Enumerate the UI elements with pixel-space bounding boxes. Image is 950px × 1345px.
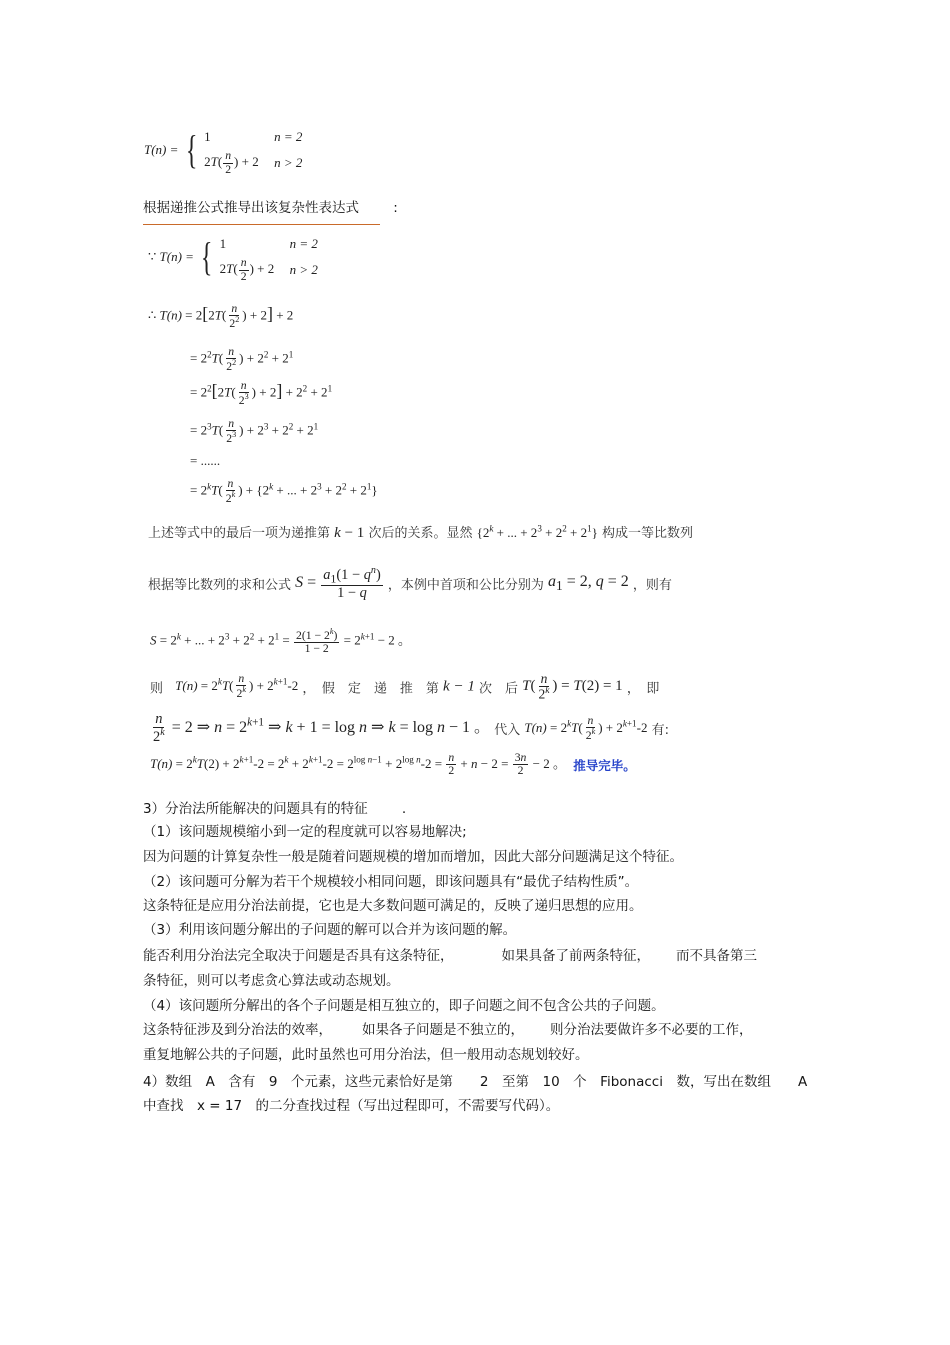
heading-colon: : bbox=[393, 200, 398, 216]
p2: （2）该问题可分解为若干个规模较小相同问题，即该问题具有“最优子结构性质”。 bbox=[143, 874, 639, 890]
case-row-2 bbox=[204, 150, 302, 176]
case-row-2-2: 2T( $\frac{n}{2}$ ) + 2 n > 2 bbox=[219, 256, 318, 283]
p4-explanation-2: 重复地解公共的子问题，此时虽然也可用分治法，但一般用动态规划较好。 bbox=[143, 1047, 589, 1063]
daoru-label: 代入 bbox=[494, 723, 521, 739]
para-last-term-c: 构成一等比数列 bbox=[602, 526, 694, 541]
p4-explanation-1 bbox=[143, 1018, 753, 1038]
recurrence-top bbox=[144, 124, 302, 176]
therefore-symbol: ∴ bbox=[148, 307, 157, 323]
para-sum-c: ，则有 bbox=[632, 578, 672, 594]
para-sum-formula bbox=[148, 566, 672, 601]
log-derivation: $\frac{n}{2^k}$ = 2 ⇒ $n = 2^{k+1}$ ⇒ k + 1 = log n ⇒ k = log n − 1 。 bbox=[153, 711, 491, 745]
assume-formula: T( $\frac{n}{2^k}$ ) = T(2) = 1 bbox=[522, 671, 623, 702]
k-minus-1: k bbox=[334, 525, 341, 541]
substitute-formula: $T(n) = 2^kT$( $\frac{n}{2^k}$ ) + $2^{k+1}-2$ bbox=[524, 713, 648, 742]
p1: （1）该问题规模缩小到一定的程度就可以容易地解决; bbox=[143, 824, 467, 840]
because-lhs: T(n) = bbox=[159, 249, 194, 264]
p3-exp-a: 能否利用分治法完全取决于问题是否具有这条特征， bbox=[143, 948, 454, 964]
q3-dot: . bbox=[401, 801, 407, 817]
recurrence-lhs: T(n) = bbox=[144, 142, 179, 157]
q4-line-1: 4）数组 A 含有 9 个元素，这些元素恰好是第 2 至第 10 个 Fibonacci 数，写出在数组 A bbox=[143, 1074, 808, 1090]
p3-explanation-1 bbox=[143, 944, 757, 964]
case-row-1 bbox=[204, 124, 302, 150]
you-label: 有: bbox=[651, 723, 669, 739]
p3-exp-b: 如果具备了前两条特征， bbox=[501, 948, 650, 964]
q3-title-text: 3）分治法所能解决的问题具有的特征 bbox=[143, 801, 368, 817]
ze-label: 则 bbox=[150, 681, 164, 697]
p3-exp-c: 而不具备第三 bbox=[676, 948, 757, 964]
para-last-term: 上述等式中的最后一项为递推第 k − 1 次后的关系。显然 {$2^k$ + ... + $2^3 + 2^2 + 2^1$} 构成一等比数列 bbox=[148, 523, 694, 541]
expansion-line-k: = $2^kT$( $\frac{n}{2^k}$ ) + {$2^k$ + ... + $2^3 + 2^2 + 2^1$} bbox=[190, 477, 378, 506]
p4-exp-b: 如果各子问题是不独立的， bbox=[362, 1022, 524, 1038]
expansion-line-2: = $2^2[2T$( $\frac{n}{2^3}$ ) + $2] + 2^2 + 2^1$ bbox=[190, 379, 333, 408]
expansion-ellipsis: = ...... bbox=[190, 453, 221, 468]
p4: （4）该问题所分解出的各个子问题是相互独立的，即子问题之间不包含公共的子问题。 bbox=[143, 998, 665, 1014]
p1-explanation: 因为问题的计算复杂性一般是随着问题规模的增加而增加，因此大部分问题满足这个特征。 bbox=[143, 849, 683, 865]
p4-exp-c: 则分治法要做许多不必要的工作， bbox=[550, 1022, 753, 1038]
because-recurrence bbox=[148, 231, 318, 283]
para-last-term-b: 次后的关系。显然 bbox=[368, 526, 473, 541]
case-2-value: 2T( $\frac{n}{2}$ ) + 2 bbox=[204, 149, 259, 176]
heading-derive bbox=[143, 196, 398, 216]
divider-rule bbox=[143, 224, 380, 225]
assume-k: k − 1 bbox=[443, 678, 475, 695]
case-1-value: 1 bbox=[204, 129, 211, 144]
done-label: 推导完毕。 bbox=[573, 757, 636, 773]
case-block-2 bbox=[220, 231, 318, 283]
sum-formula: S = $\frac{a_1(1 - q^n)}{1 - q}$ bbox=[295, 565, 381, 602]
then-formula: $T(n) = 2^kT$( $\frac{n}{2^k}$ ) + $2^{k+1}-2$ bbox=[175, 672, 299, 701]
assume-text: ， 假 定 递 推 第 bbox=[302, 681, 439, 697]
case-2-cond: n > 2 bbox=[274, 155, 303, 170]
brace: { bbox=[185, 127, 198, 172]
para-sum-a: 根据等比数列的求和公式 bbox=[148, 578, 292, 594]
para-last-term-a: 上述等式中的最后一项为递推第 bbox=[148, 526, 331, 541]
because-symbol: ∵ bbox=[148, 249, 157, 264]
case-block bbox=[204, 124, 302, 176]
q4-line-2: 中查找 x = 17 的二分查找过程（写出过程即可，不需要写代码）。 bbox=[143, 1098, 560, 1114]
para-sum-b: ，本例中首项和公比分别为 bbox=[387, 578, 544, 594]
expansion-line-1: = $2^2T$( $\frac{n}{2^2}$ ) + $2^2 + 2^1$ bbox=[190, 345, 294, 374]
case-row-2-1: 1 n = 2 bbox=[219, 236, 318, 251]
final-result: $T(n) = 2^kT(2) + 2^{k+1}-2 = 2^k + 2^{k+1}-2 = 2^{log n-1} + 2^{log n}-2$ = $\frac{n}{2}$ + n − 2 = $\frac{3n}{2}$ − 2 。 推导完毕。 bbox=[150, 751, 636, 778]
geometric-series: {$2^k$ + ... + $2^3 + 2^2 + 2^1$} bbox=[476, 523, 598, 540]
sum-result: $S = 2^k$ + ... + $2^3 + 2^2 + 2^1$ = $\frac{2(1 - 2^k)}{1 - 2}$ = $2^{k+1} - 2$ 。 bbox=[150, 627, 412, 656]
q3-title bbox=[143, 797, 406, 817]
p3-explanation-2: 条特征，则可以考虑贪心算法或动态规划。 bbox=[143, 973, 400, 989]
expansion-line-3: = $2^3T$( $\frac{n}{2^3}$ ) + $2^3 + 2^2 + 2^1$ bbox=[190, 417, 319, 446]
p3: （3）利用该问题分解出的子问题的解可以合并为该问题的解。 bbox=[143, 922, 517, 938]
ji-label: ， 即 bbox=[626, 681, 660, 697]
then-line bbox=[150, 672, 659, 702]
case-1-cond: n = 2 bbox=[274, 129, 303, 144]
p4-exp-a: 这条特征涉及到分治法的效率， bbox=[143, 1022, 332, 1038]
first-term-ratio: $a_1 = 2$, q = 2 bbox=[548, 573, 629, 594]
log-line bbox=[150, 712, 669, 745]
p2-explanation: 这条特征是应用分治法前提，它也是大多数问题可满足的，反映了递归思想的应用。 bbox=[143, 898, 643, 914]
therefore-line: ∴ T(n) = 2[2T( $\frac{n}{2^2}$ ) + 2] + 2 bbox=[148, 302, 294, 331]
heading-derive-text: 根据递推公式推导出该复杂性表达式 bbox=[143, 200, 359, 216]
assume-text-b: 次 后 bbox=[478, 681, 518, 697]
brace-2: { bbox=[201, 234, 213, 279]
